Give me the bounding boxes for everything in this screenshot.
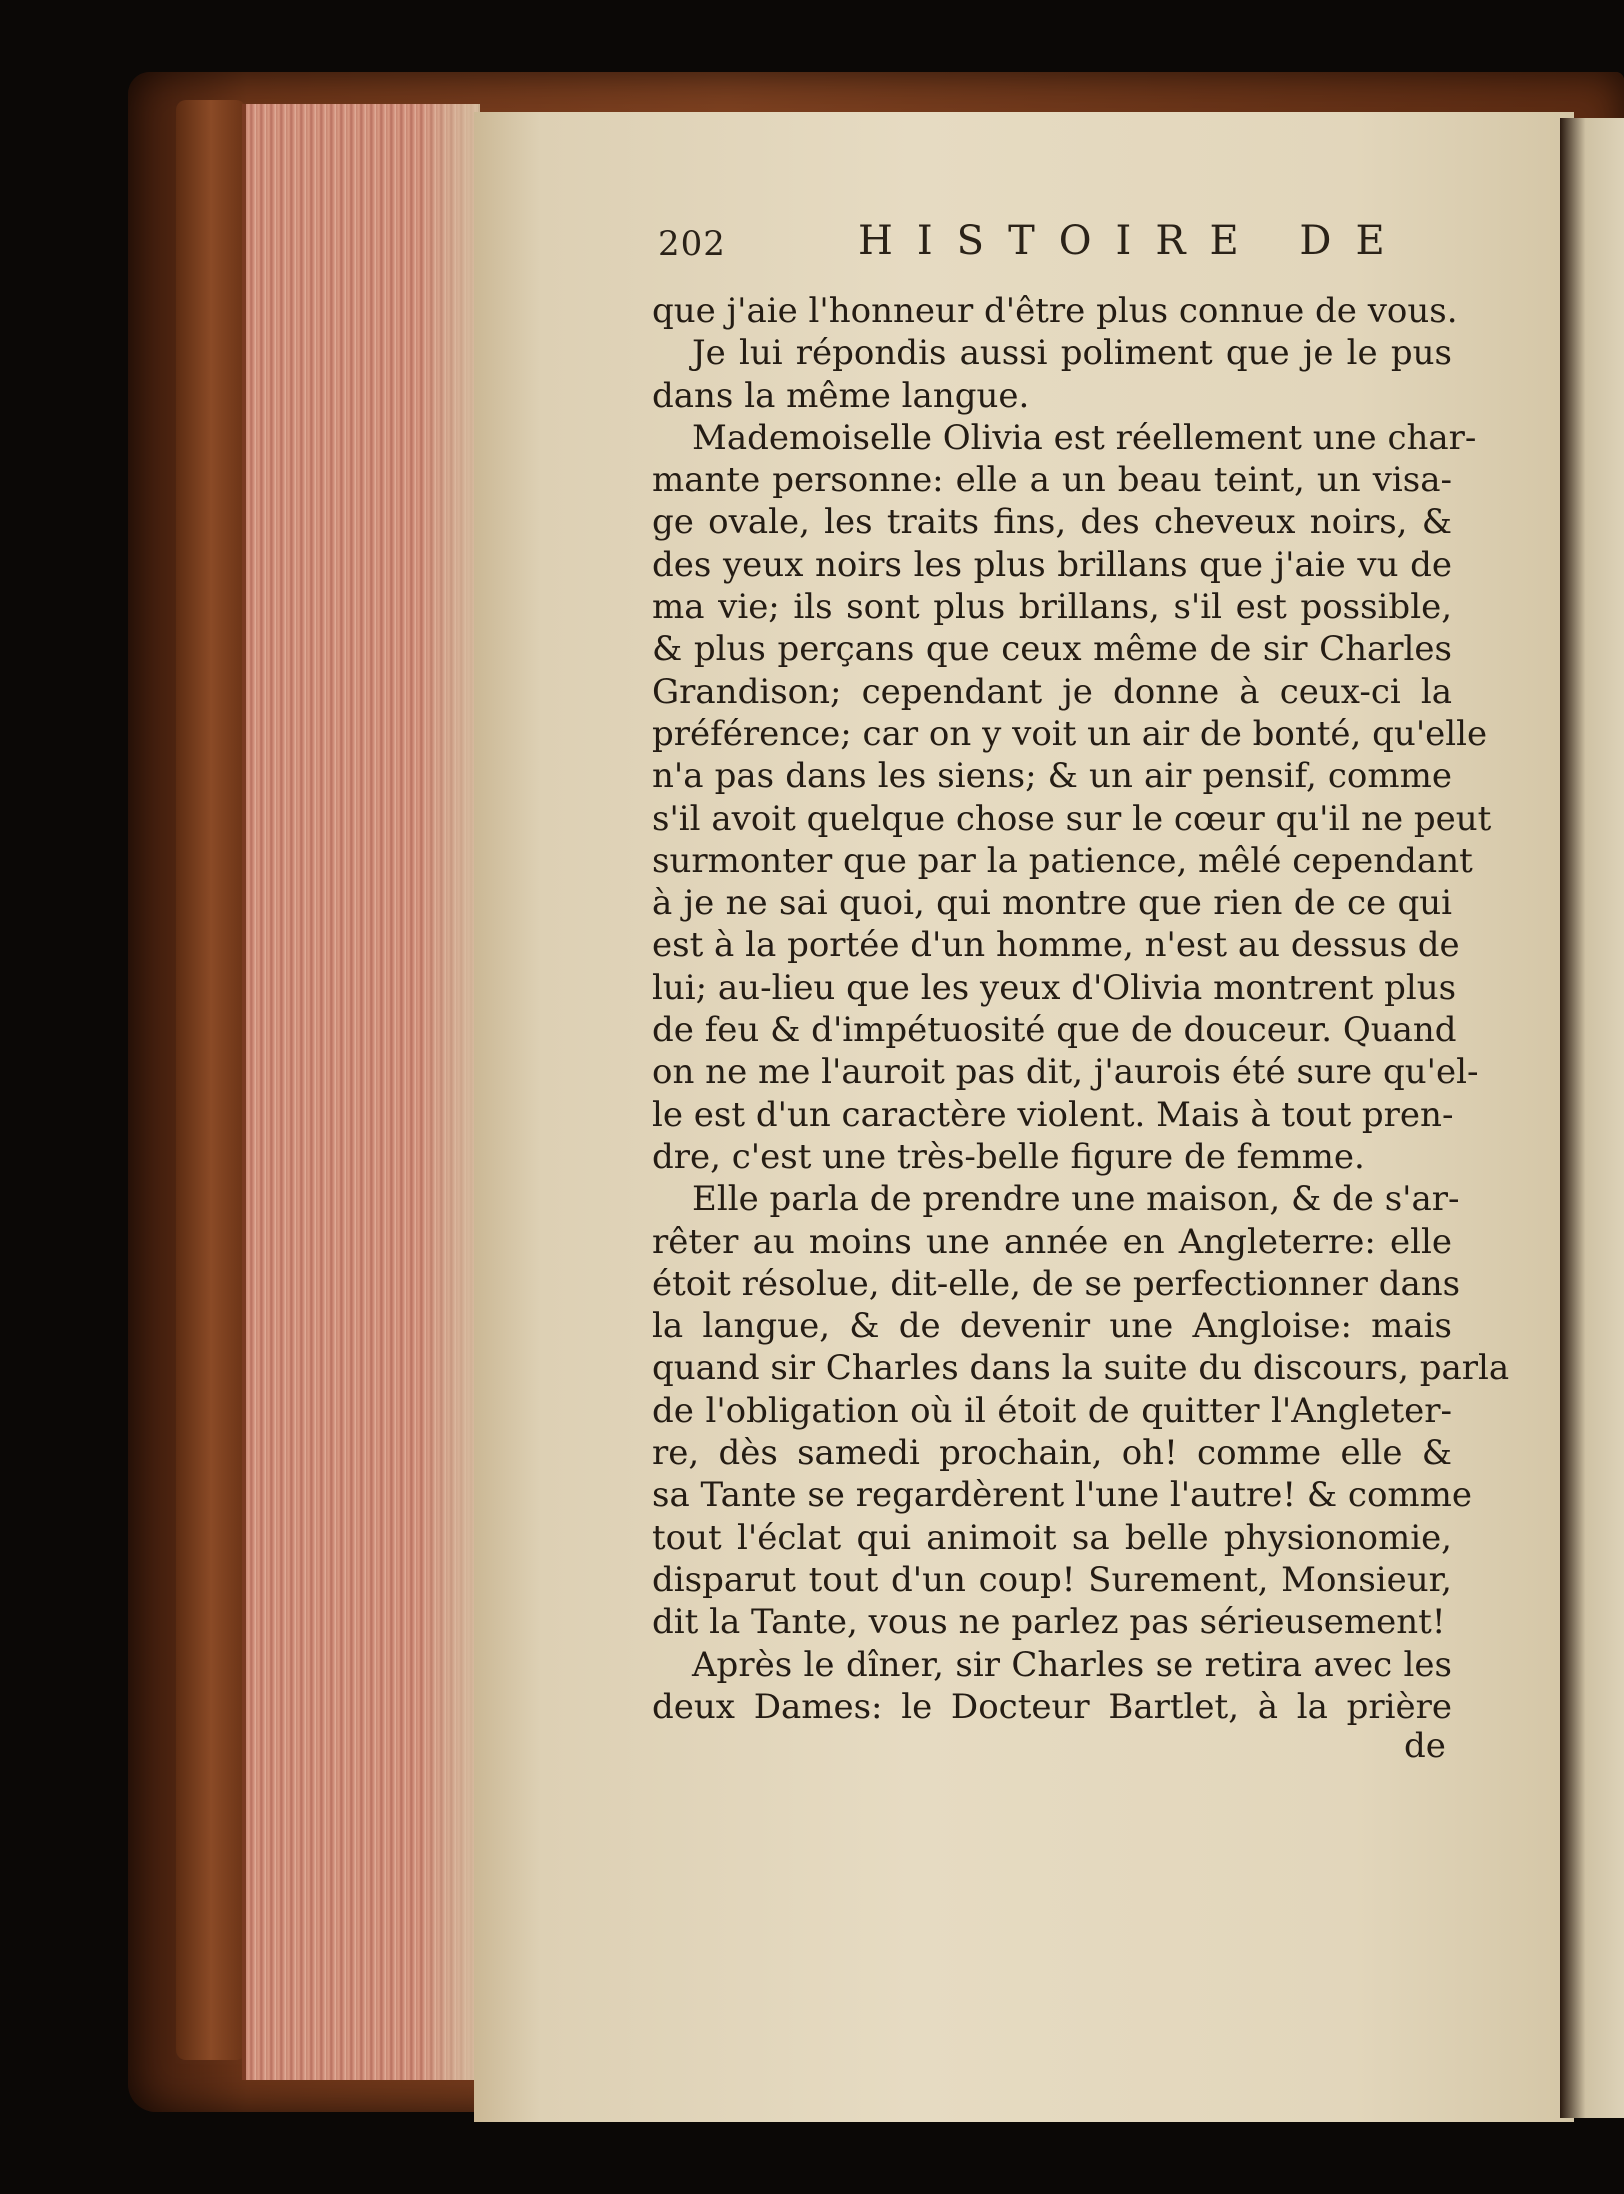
text-line: Après le dîner, sir Charles se retira avec les (692, 1644, 1452, 1685)
text-line: Grandison; cependant je donne à ceux-ci la (652, 671, 1452, 712)
text-line: Je lui répondis aussi poliment que je le pus (692, 333, 1452, 374)
catchword: de (1404, 1726, 1446, 1766)
text-line: Elle parla de prendre une maison, & de s'ar- (692, 1179, 1460, 1220)
text-line: deux Dames: le Docteur Bartlet, à la prière (652, 1686, 1452, 1727)
text-line: surmonter que par la patience, mêlé cependant (652, 840, 1473, 881)
text-line: dre, c'est une très-belle figure de femme. (652, 1136, 1365, 1177)
text-line: ma vie; ils sont plus brillans, s'il est possible, (652, 587, 1452, 628)
text-line: étoit résolue, dit-elle, de se perfectionner dans (652, 1263, 1461, 1304)
text-line: & plus perçans que ceux même de sir Charles (652, 629, 1452, 670)
text-line: est à la portée d'un homme, n'est au dessus de (652, 925, 1460, 966)
page-number: 202 (658, 224, 726, 264)
text-line: de feu & d'impétuosité que de douceur. Quand (652, 1010, 1457, 1051)
text-line: tout l'éclat qui animoit sa belle physionomie, (652, 1517, 1452, 1558)
book-binding-edge (176, 100, 246, 2060)
text-line: préférence; car on y voit un air de bonté, qu'elle (652, 713, 1488, 754)
text-line: rêter au moins une année en Angleterre: elle (652, 1221, 1452, 1262)
text-line: n'a pas dans les siens; & un air pensif, comme (652, 756, 1452, 797)
text-line: le est d'un caractère violent. Mais à tout pren- (652, 1094, 1454, 1135)
text-line: Mademoiselle Olivia est réellement une char- (692, 417, 1477, 458)
text-line: des yeux noirs les plus brillans que j'aie vu de (652, 544, 1452, 585)
facing-page-edge (1560, 118, 1624, 2118)
text-line: on ne me l'auroit pas dit, j'aurois été sure qu'el- (652, 1052, 1479, 1093)
body-text (652, 290, 1510, 1728)
text-line: dans la même langue. (652, 375, 1030, 416)
text-line: sa Tante se regardèrent l'une l'autre! & comme (652, 1475, 1473, 1516)
text-line: à je ne sai quoi, qui montre que rien de ce qui (652, 883, 1452, 924)
running-title: HISTOIRE DE (858, 218, 1409, 264)
page-edges-shade (420, 104, 480, 2080)
text-line: mante personne: elle a un beau teint, un visa- (652, 460, 1452, 501)
text-line: de l'obligation où il étoit de quitter l'Angleter- (652, 1390, 1452, 1431)
text-line: quand sir Charles dans la suite du discours, parla (652, 1348, 1510, 1389)
page-header (658, 218, 1458, 274)
text-line: s'il avoit quelque chose sur le cœur qu'il ne peut (652, 798, 1492, 839)
text-line: disparut tout d'un coup! Surement, Monsieur, (652, 1559, 1452, 1600)
text-line: lui; au-lieu que les yeux d'Olivia montrent plus (652, 967, 1457, 1008)
text-line: la langue, & de devenir une Angloise: mais (652, 1306, 1452, 1347)
text-line: dit la Tante, vous ne parlez pas sérieusement! (652, 1602, 1446, 1643)
text-line: re, dès samedi prochain, oh! comme elle & (652, 1433, 1452, 1474)
text-line: que j'aie l'honneur d'être plus connue de vous. (652, 291, 1458, 331)
text-line: ge ovale, les traits fins, des cheveux noirs, & (652, 502, 1452, 543)
